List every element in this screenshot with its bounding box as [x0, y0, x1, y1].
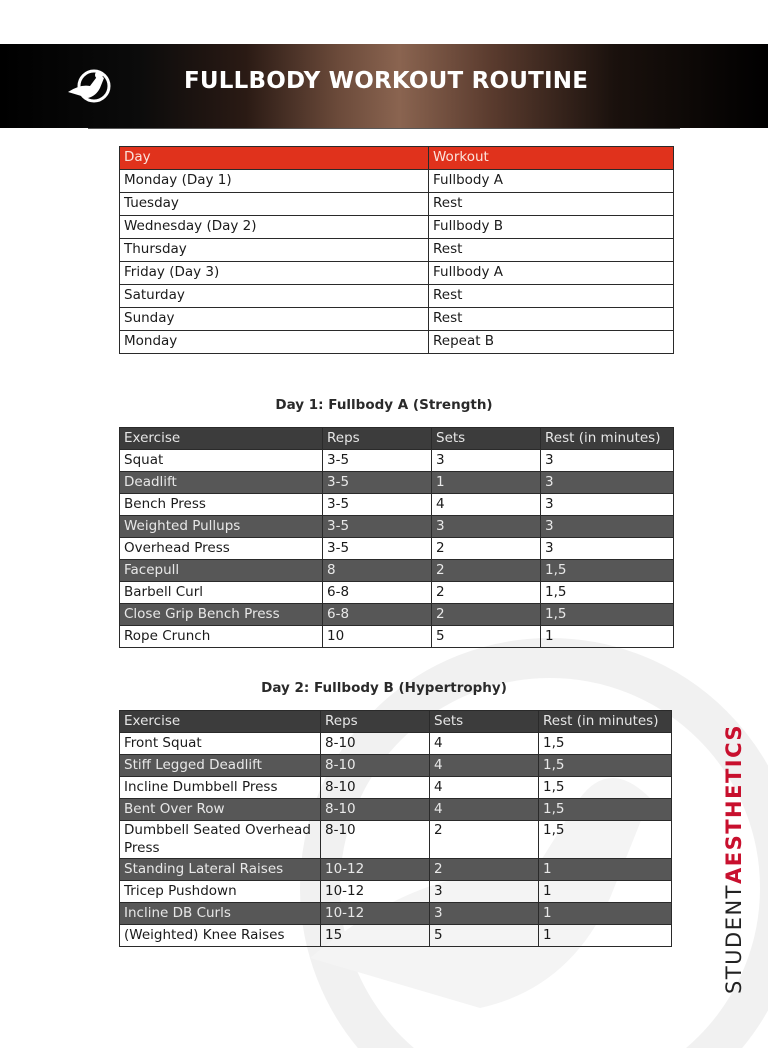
table-row [120, 262, 674, 285]
rest-cell: 1,5 [539, 777, 672, 799]
table-row [120, 170, 674, 193]
table-row [120, 755, 672, 777]
rest-cell: 1,5 [539, 799, 672, 821]
sets-cell: 3 [430, 881, 539, 903]
table-row [120, 859, 672, 881]
exercise-cell: Incline Dumbbell Press [120, 777, 321, 799]
exercise-cell: Barbell Curl [120, 582, 323, 604]
sets-cell: 2 [432, 582, 541, 604]
workout-cell: Rest [429, 193, 674, 216]
reps-cell: 10-12 [321, 881, 430, 903]
exercise-cell: Deadlift [120, 472, 323, 494]
reps-cell: 8-10 [321, 755, 430, 777]
rest-cell: 1 [541, 626, 674, 648]
exercise-cell: Squat [120, 450, 323, 472]
reps-cell: 8-10 [321, 799, 430, 821]
sets-cell: 3 [432, 450, 541, 472]
exercise-cell: Incline DB Curls [120, 903, 321, 925]
rest-cell: 3 [541, 538, 674, 560]
table-row [120, 494, 674, 516]
workout-cell: Fullbody A [429, 262, 674, 285]
day-cell: Monday [120, 331, 429, 354]
rest-cell: 1,5 [539, 755, 672, 777]
table-row [120, 538, 674, 560]
header-cell: Sets [430, 711, 539, 733]
workout-cell: Fullbody A [429, 170, 674, 193]
reps-cell: 6-8 [323, 582, 432, 604]
exercise-cell: Standing Lateral Raises [120, 859, 321, 881]
reps-cell: 3-5 [323, 516, 432, 538]
reps-cell: 15 [321, 925, 430, 947]
sets-cell: 4 [432, 494, 541, 516]
workout-cell: Rest [429, 285, 674, 308]
day-cell: Wednesday (Day 2) [120, 216, 429, 239]
table-row [120, 193, 674, 216]
table-row [120, 239, 674, 262]
table-row [120, 331, 674, 354]
exercise-cell: Dumbbell Seated Overhead Press [120, 821, 321, 859]
rest-cell: 1,5 [539, 733, 672, 755]
rest-cell: 1 [539, 859, 672, 881]
header-cell: Reps [323, 428, 432, 450]
reps-cell: 3-5 [323, 538, 432, 560]
header-divider [88, 128, 680, 129]
day-cell: Friday (Day 3) [120, 262, 429, 285]
header-cell: Workout [429, 147, 674, 170]
brand-aesthetics: AESTHETICS [722, 723, 746, 884]
header-cell: Reps [321, 711, 430, 733]
day-cell: Tuesday [120, 193, 429, 216]
table-row [120, 777, 672, 799]
reps-cell: 10-12 [321, 859, 430, 881]
table-row [120, 560, 674, 582]
header-cell: Exercise [120, 428, 323, 450]
rest-cell: 1 [539, 925, 672, 947]
header-cell: Rest (in minutes) [541, 428, 674, 450]
exercise-cell: Stiff Legged Deadlift [120, 755, 321, 777]
workout-cell: Fullbody B [429, 216, 674, 239]
rest-cell: 1 [539, 881, 672, 903]
reps-cell: 10 [323, 626, 432, 648]
day-a-table [119, 427, 674, 648]
header-cell: Rest (in minutes) [539, 711, 672, 733]
workout-cell: Rest [429, 239, 674, 262]
sets-cell: 4 [430, 733, 539, 755]
rest-cell: 3 [541, 450, 674, 472]
rest-cell: 1 [539, 903, 672, 925]
rest-cell: 1,5 [541, 560, 674, 582]
table-row [120, 626, 674, 648]
header-cell: Exercise [120, 711, 321, 733]
table-header-row [120, 428, 674, 450]
reps-cell: 8-10 [321, 821, 430, 859]
table-row [120, 216, 674, 239]
table-row [120, 821, 672, 859]
exercise-cell: Front Squat [120, 733, 321, 755]
reps-cell: 8-10 [321, 733, 430, 755]
table-row [120, 308, 674, 331]
day-cell: Saturday [120, 285, 429, 308]
header-cell: Sets [432, 428, 541, 450]
rest-cell: 3 [541, 472, 674, 494]
table-row [120, 799, 672, 821]
sets-cell: 2 [432, 538, 541, 560]
sets-cell: 5 [430, 925, 539, 947]
sets-cell: 4 [430, 799, 539, 821]
exercise-cell: Bench Press [120, 494, 323, 516]
athlete-logo-icon [66, 66, 116, 106]
exercise-cell: Bent Over Row [120, 799, 321, 821]
sets-cell: 3 [432, 516, 541, 538]
rest-cell: 1,5 [541, 604, 674, 626]
table-row [120, 604, 674, 626]
sets-cell: 2 [430, 859, 539, 881]
day-b-table [119, 710, 672, 947]
table-row [120, 881, 672, 903]
reps-cell: 3-5 [323, 450, 432, 472]
day-cell: Thursday [120, 239, 429, 262]
sets-cell: 3 [430, 903, 539, 925]
workout-cell: Repeat B [429, 331, 674, 354]
sets-cell: 4 [430, 755, 539, 777]
brand-vertical [722, 724, 746, 994]
rest-cell: 1,5 [541, 582, 674, 604]
day-cell: Monday (Day 1) [120, 170, 429, 193]
reps-cell: 6-8 [323, 604, 432, 626]
header-cell: Day [120, 147, 429, 170]
exercise-cell: (Weighted) Knee Raises [120, 925, 321, 947]
page-title: FULLBODY WORKOUT ROUTINE [184, 68, 589, 94]
reps-cell: 3-5 [323, 494, 432, 516]
sets-cell: 2 [432, 560, 541, 582]
table-header-row [120, 147, 674, 170]
table-row [120, 450, 674, 472]
workout-cell: Rest [429, 308, 674, 331]
rest-cell: 3 [541, 516, 674, 538]
day-b-title: Day 2: Fullbody B (Hypertrophy) [261, 680, 507, 696]
day-cell: Sunday [120, 308, 429, 331]
weekly-schedule-table [119, 146, 674, 354]
sets-cell: 2 [430, 821, 539, 859]
brand-student: STUDENT [722, 883, 746, 994]
reps-cell: 3-5 [323, 472, 432, 494]
reps-cell: 10-12 [321, 903, 430, 925]
sets-cell: 4 [430, 777, 539, 799]
table-row [120, 925, 672, 947]
table-row [120, 733, 672, 755]
rest-cell: 3 [541, 494, 674, 516]
sets-cell: 1 [432, 472, 541, 494]
table-row [120, 285, 674, 308]
exercise-cell: Rope Crunch [120, 626, 323, 648]
reps-cell: 8 [323, 560, 432, 582]
exercise-cell: Overhead Press [120, 538, 323, 560]
rest-cell: 1,5 [539, 821, 672, 859]
table-row [120, 582, 674, 604]
table-row [120, 472, 674, 494]
day-a-title: Day 1: Fullbody A (Strength) [275, 397, 493, 413]
reps-cell: 8-10 [321, 777, 430, 799]
table-row [120, 903, 672, 925]
sets-cell: 2 [432, 604, 541, 626]
sets-cell: 5 [432, 626, 541, 648]
exercise-cell: Tricep Pushdown [120, 881, 321, 903]
table-header-row [120, 711, 672, 733]
exercise-cell: Facepull [120, 560, 323, 582]
table-row [120, 516, 674, 538]
exercise-cell: Close Grip Bench Press [120, 604, 323, 626]
exercise-cell: Weighted Pullups [120, 516, 323, 538]
